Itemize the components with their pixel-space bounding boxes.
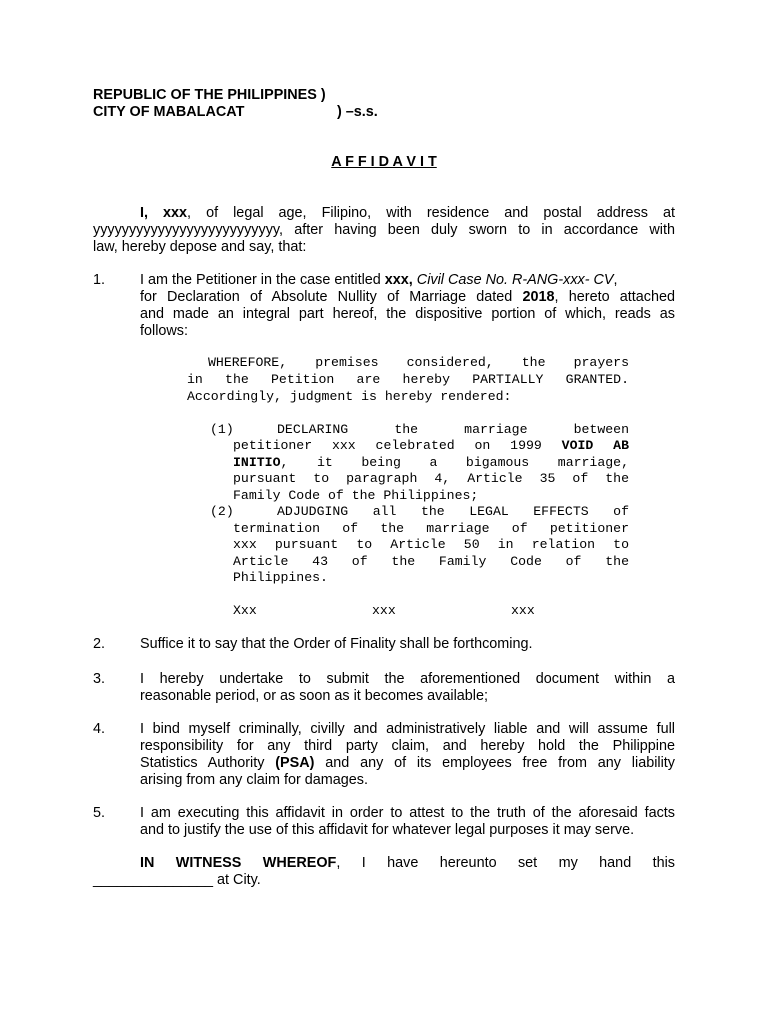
petition-year: 2018 bbox=[522, 289, 555, 305]
disposition-2-line-5: Philippines. bbox=[233, 570, 328, 585]
disposition-2-line-2: termination of the marriage of petitioner bbox=[233, 521, 629, 536]
intro-line-3: law, hereby depose and say, that: bbox=[93, 239, 307, 255]
item-1-text-c: , hereto attached bbox=[554, 289, 675, 305]
disposition-1-line-2 bbox=[233, 438, 629, 455]
item-1-line-3: and made an integral part hereof, the dispositive portion of which, reads as bbox=[140, 306, 675, 322]
item-4-line-3 bbox=[140, 755, 675, 772]
item-1-comma: , bbox=[613, 272, 618, 288]
ellipsis-marker-1: Xxx bbox=[233, 603, 257, 618]
disposition-1-text-a: petitioner xxx celebrated on 1999 bbox=[233, 438, 562, 453]
affiant-name: I, xxx bbox=[140, 205, 188, 221]
venue-republic-line: REPUBLIC OF THE PHILIPPINES ) bbox=[93, 87, 326, 103]
item-3-line-1: I hereby undertake to submit the aforementioned document within a bbox=[140, 671, 675, 687]
disposition-1-line-4: pursuant to paragraph 4, Article 35 of the bbox=[233, 471, 629, 486]
item-1-line-2 bbox=[140, 289, 675, 306]
venue-city-label: CITY OF MABALACAT bbox=[93, 104, 245, 120]
quote-line-3: Accordingly, judgment is hereby rendered: bbox=[187, 389, 512, 404]
item-3-line-2: reasonable period, or as soon as it becomes available; bbox=[140, 688, 488, 704]
quote-line-1: WHEREFORE, premises considered, the prayers bbox=[208, 355, 629, 370]
witness-line-2: _______________ at City. bbox=[93, 872, 261, 888]
disposition-1-number: (1) bbox=[210, 422, 234, 437]
initio-text: INITIO bbox=[233, 455, 281, 470]
intro-line-1 bbox=[140, 205, 675, 222]
disposition-2-line-1: ADJUDGING all the LEGAL EFFECTS of bbox=[277, 504, 629, 519]
item-5-line-1: I am executing this affidavit in order to attest to the truth of the aforesaid facts bbox=[140, 805, 675, 821]
disposition-2-number: (2) bbox=[210, 504, 234, 519]
item-4-line-1: I bind myself criminally, civilly and administratively liable and will assume full bbox=[140, 721, 675, 737]
case-title: xxx, bbox=[384, 272, 413, 288]
disposition-2-line-4: Article 43 of the Family Code of the bbox=[233, 554, 629, 569]
item-4-line-4: arising from any claim for damages. bbox=[140, 772, 368, 788]
quote-line-2: in the Petition are hereby PARTIALLY GRANTED. bbox=[187, 372, 629, 387]
intro-line-2: yyyyyyyyyyyyyyyyyyyyyyyyyy, after having been duly sworn to in accordance with bbox=[93, 222, 675, 238]
item-5-line-2: and to justify the use of this affidavit for whatever legal purposes it may serve. bbox=[140, 822, 635, 838]
psa-abbreviation: (PSA) bbox=[275, 755, 315, 771]
disposition-1-text-b: , it being a bigamous marriage, bbox=[280, 455, 629, 470]
intro-line-1-text: , of legal age, Filipino, with residence and postal address at bbox=[187, 205, 675, 221]
disposition-1-line-3 bbox=[233, 455, 629, 472]
void-ab-text: VOID AB bbox=[561, 438, 629, 453]
item-1-text-b: for Declaration of Absolute Nullity of Marriage dated bbox=[140, 289, 523, 305]
disposition-1-line-5: Family Code of the Philippines; bbox=[233, 488, 479, 503]
item-2-number: 2. bbox=[93, 636, 106, 652]
venue-ss-label: ) –s.s. bbox=[337, 104, 378, 120]
item-4-line-2: responsibility for any third party claim, and hereby hold the Philippine bbox=[140, 738, 675, 754]
ellipsis-marker-3: xxx bbox=[511, 603, 535, 618]
item-3-number: 3. bbox=[93, 671, 106, 687]
item-1-line-4: follows: bbox=[140, 323, 188, 339]
document-title: A F F I D A V I T bbox=[331, 154, 437, 170]
witness-line-1 bbox=[140, 855, 675, 872]
disposition-2-line-3: xxx pursuant to Article 50 in relation to bbox=[233, 537, 629, 552]
item-1-number: 1. bbox=[93, 272, 106, 288]
item-1-text-a: I am the Petitioner in the case entitled bbox=[140, 272, 385, 288]
item-4-text-b: and any of its employees free from any liability bbox=[314, 755, 675, 771]
ellipsis-marker-2: xxx bbox=[372, 603, 396, 618]
item-5-number: 5. bbox=[93, 805, 106, 821]
witness-text: , I have hereunto set my hand this bbox=[336, 855, 675, 871]
disposition-1-line-1: DECLARING the marriage between bbox=[277, 422, 629, 437]
civil-case-number: Civil Case No. R-ANG-xxx- CV bbox=[412, 272, 614, 288]
item-2-line-1: Suffice it to say that the Order of Finality shall be forthcoming. bbox=[140, 636, 533, 652]
item-4-text-a: Statistics Authority bbox=[140, 755, 276, 771]
item-4-number: 4. bbox=[93, 721, 106, 737]
item-1-line-1 bbox=[140, 272, 618, 289]
in-witness-whereof: IN WITNESS WHEREOF bbox=[140, 855, 337, 871]
